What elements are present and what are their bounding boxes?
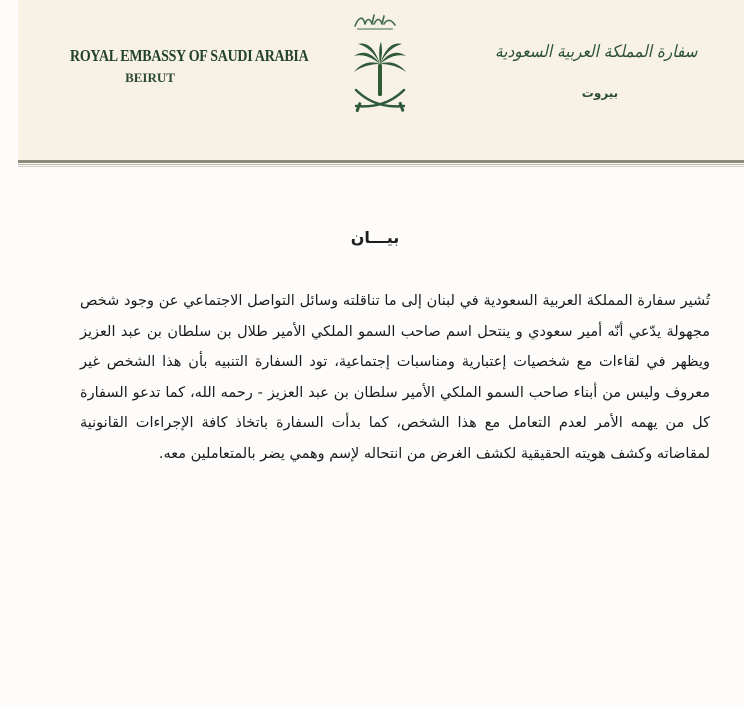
embassy-english-name: ROYAL EMBASSY OF SAUDI ARABIA: [70, 46, 309, 65]
embassy-arabic-city: بيروت: [581, 86, 619, 100]
embassy-english-city: BEIRUT: [125, 70, 175, 85]
embassy-arabic-name: سفارة المملكة العربية السعودية: [495, 42, 698, 62]
palm-crossed-swords-emblem-icon: [350, 42, 410, 118]
statement-title: بيـــان: [350, 228, 400, 247]
letterhead-rule-faint: [18, 166, 744, 167]
statement-body: [80, 286, 710, 470]
letterhead-rule: [18, 160, 744, 163]
statement-paragraph: تُشير سفارة المملكة العربية السعودية في لبنان إلى ما تناقلته وسائل التواصل الاجتماعي عن وجود شخص مجهولة يدّعي أنّه أمير سعودي و ينتحل اسم صاحب السمو الملكي الأمير طلال بن سلطان بن عبد العزيز ويظهر في لقاءات مع شخصيات إعتبارية ومناسبات إجتماعية، تود السفارة التنبيه بأن هذا الشخص غير معروف وليس من أبناء صاحب السمو الملكي الأمير سلطان بن عبد العزيز - رحمه الله، كما تدعو السفارة كل من يهمه الأمر لعدم التعامل مع هذا الشخص، كما بدأت السفارة باتخاذ كافة الإجراءات القانونية لمقاضاته وكشف هويته الحقيقية لكشف الغرض من انتحاله لإسم وهمي يضر بالمتعاملين معه.: [80, 293, 710, 462]
letterhead-rule-thin: [18, 164, 744, 165]
shahada-calligraphy-icon: [353, 12, 397, 32]
